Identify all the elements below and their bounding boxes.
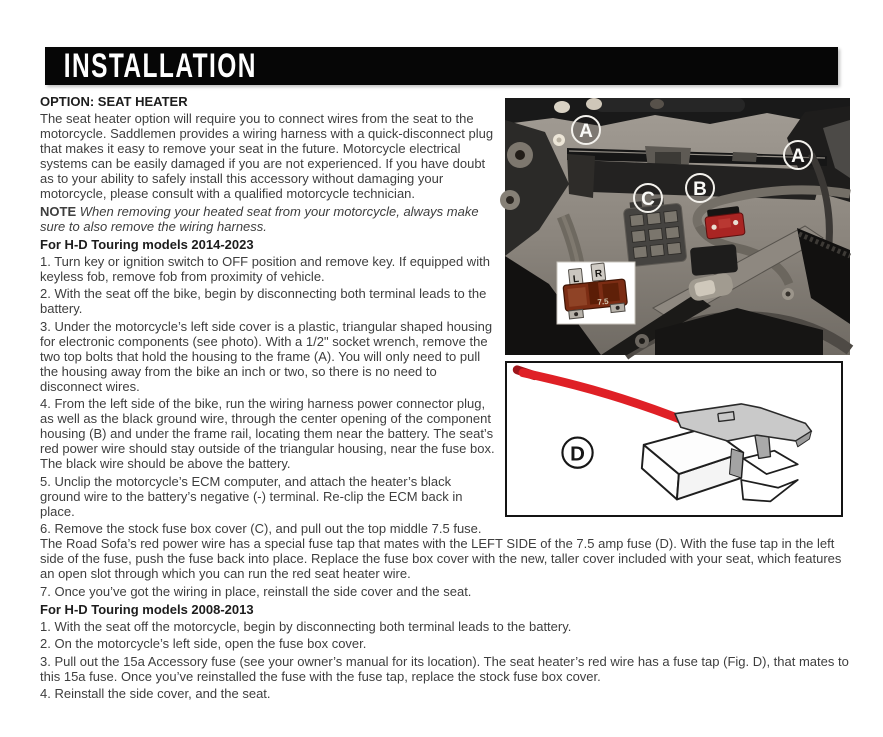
section-header-bar: [45, 47, 838, 85]
label-a2: A: [791, 146, 805, 167]
step-item: 2. On the motorcycle’s left side, open the fuse box cover.: [40, 636, 367, 651]
fuse-amps-label: 7.5: [596, 296, 609, 307]
step-item: 4. Reinstall the side cover, and the seat.: [40, 686, 271, 701]
intro-paragraph: The seat heater option will require you to connect wires from the seat to the motorcycle. Saddlemen provides a wiring harness with a quick-disconnect plug that makes it easy to remove your seat in the future. Motorcycle electrical systems can be easily damaged if you are not experienced. If you have doubt as to your ability to safely install this accessory without damaging your motorcycle, please consult with a qualified motorcycle technician.: [40, 111, 494, 201]
step-item: 1. With the seat off the motorcycle, begin by disconnecting both terminal leads to the battery.: [40, 618, 572, 634]
red-connector: [704, 206, 745, 239]
photo-illustration: [505, 98, 850, 355]
step-item: 7. Once you’ve got the wiring in place, reinstall the side cover and the seat.: [40, 583, 472, 599]
label-c: C: [641, 189, 655, 210]
step-item: 4. From the left side of the bike, run the wiring harness power connector plug, as well as the black ground wire, through the center opening of the component housing (B) and under the frame rail, locating them near the battery. The seat’s red power wire should stay outside of the triangular housing, near the fuse box. The black wire should be above the battery.: [40, 396, 495, 471]
label-b: B: [693, 179, 707, 200]
label-d: D: [570, 442, 585, 466]
diagram-illustration: [507, 363, 841, 515]
manual-page: [0, 47, 883, 737]
note-text: When removing your heated seat from your motorcycle, always make sure to also remove the wiring harness.: [40, 203, 479, 234]
figures-column: [505, 98, 850, 517]
heading-2008-2013: For H-D Touring models 2008-2013: [40, 601, 254, 617]
component-housing-photo: [505, 98, 850, 355]
step-item: 6. Remove the stock fuse box cover (C), and pull out the top middle 7.5 fuse. The Road Sofa’s red power wire has a special fuse tap that mates with the LEFT SIDE of the 7.5 amp fuse (D). With the fuse tap in the left side of the fuse, push the fuse back into place. Replace the fuse box cover with the new, taller cover included with your seat, which features an open slot through which you can run the red seat heater wire.: [40, 521, 842, 581]
fuse-inset: [557, 261, 635, 324]
step-item: 5. Unclip the motorcycle’s ECM computer, and attach the heater’s black ground wire to the battery’s negative (-) terminal. Re-clip the ECM back in place.: [40, 473, 463, 519]
heading-2014-2023: For H-D Touring models 2014-2023: [40, 236, 254, 252]
note-label: NOTE: [40, 203, 77, 219]
fuse-left-tab-label: L: [572, 273, 580, 286]
fuse-tap-diagram: [505, 361, 843, 517]
black-connector: [690, 244, 738, 276]
option-heading: OPTION: SEAT HEATER: [40, 94, 188, 109]
page-content: [40, 94, 850, 701]
step-item: 1. Turn key or ignition switch to OFF position and remove key. If equipped with keyless fob, remove fob from proximity of vehicle.: [40, 253, 490, 284]
step-item: 3. Under the motorcycle’s left side cover is a plastic, triangular shaped housing for electronic components (see photo). With a 1/2" socket wrench, remove the two top bolts that hold the housing to the frame (A). You will only need to pull the housing away from the bike an inch or two, so there is no need to disconnect wires.: [40, 318, 493, 394]
label-a1: A: [579, 121, 593, 142]
step-item: 3. Pull out the 15a Accessory fuse (see your owner’s manual for its location). The seat heater’s red wire has a fuse tap (Fig. D), that mates to this 15a fuse. Once you’ve reinstalled the fuse with the fuse tap, replace the stock fuse box cover.: [40, 653, 849, 684]
page-title: INSTALLATION: [63, 47, 257, 85]
step-item: 2. With the seat off the bike, begin by disconnecting both terminal leads to the battery.: [40, 286, 487, 316]
fuse-right-tab-label: R: [594, 268, 603, 280]
